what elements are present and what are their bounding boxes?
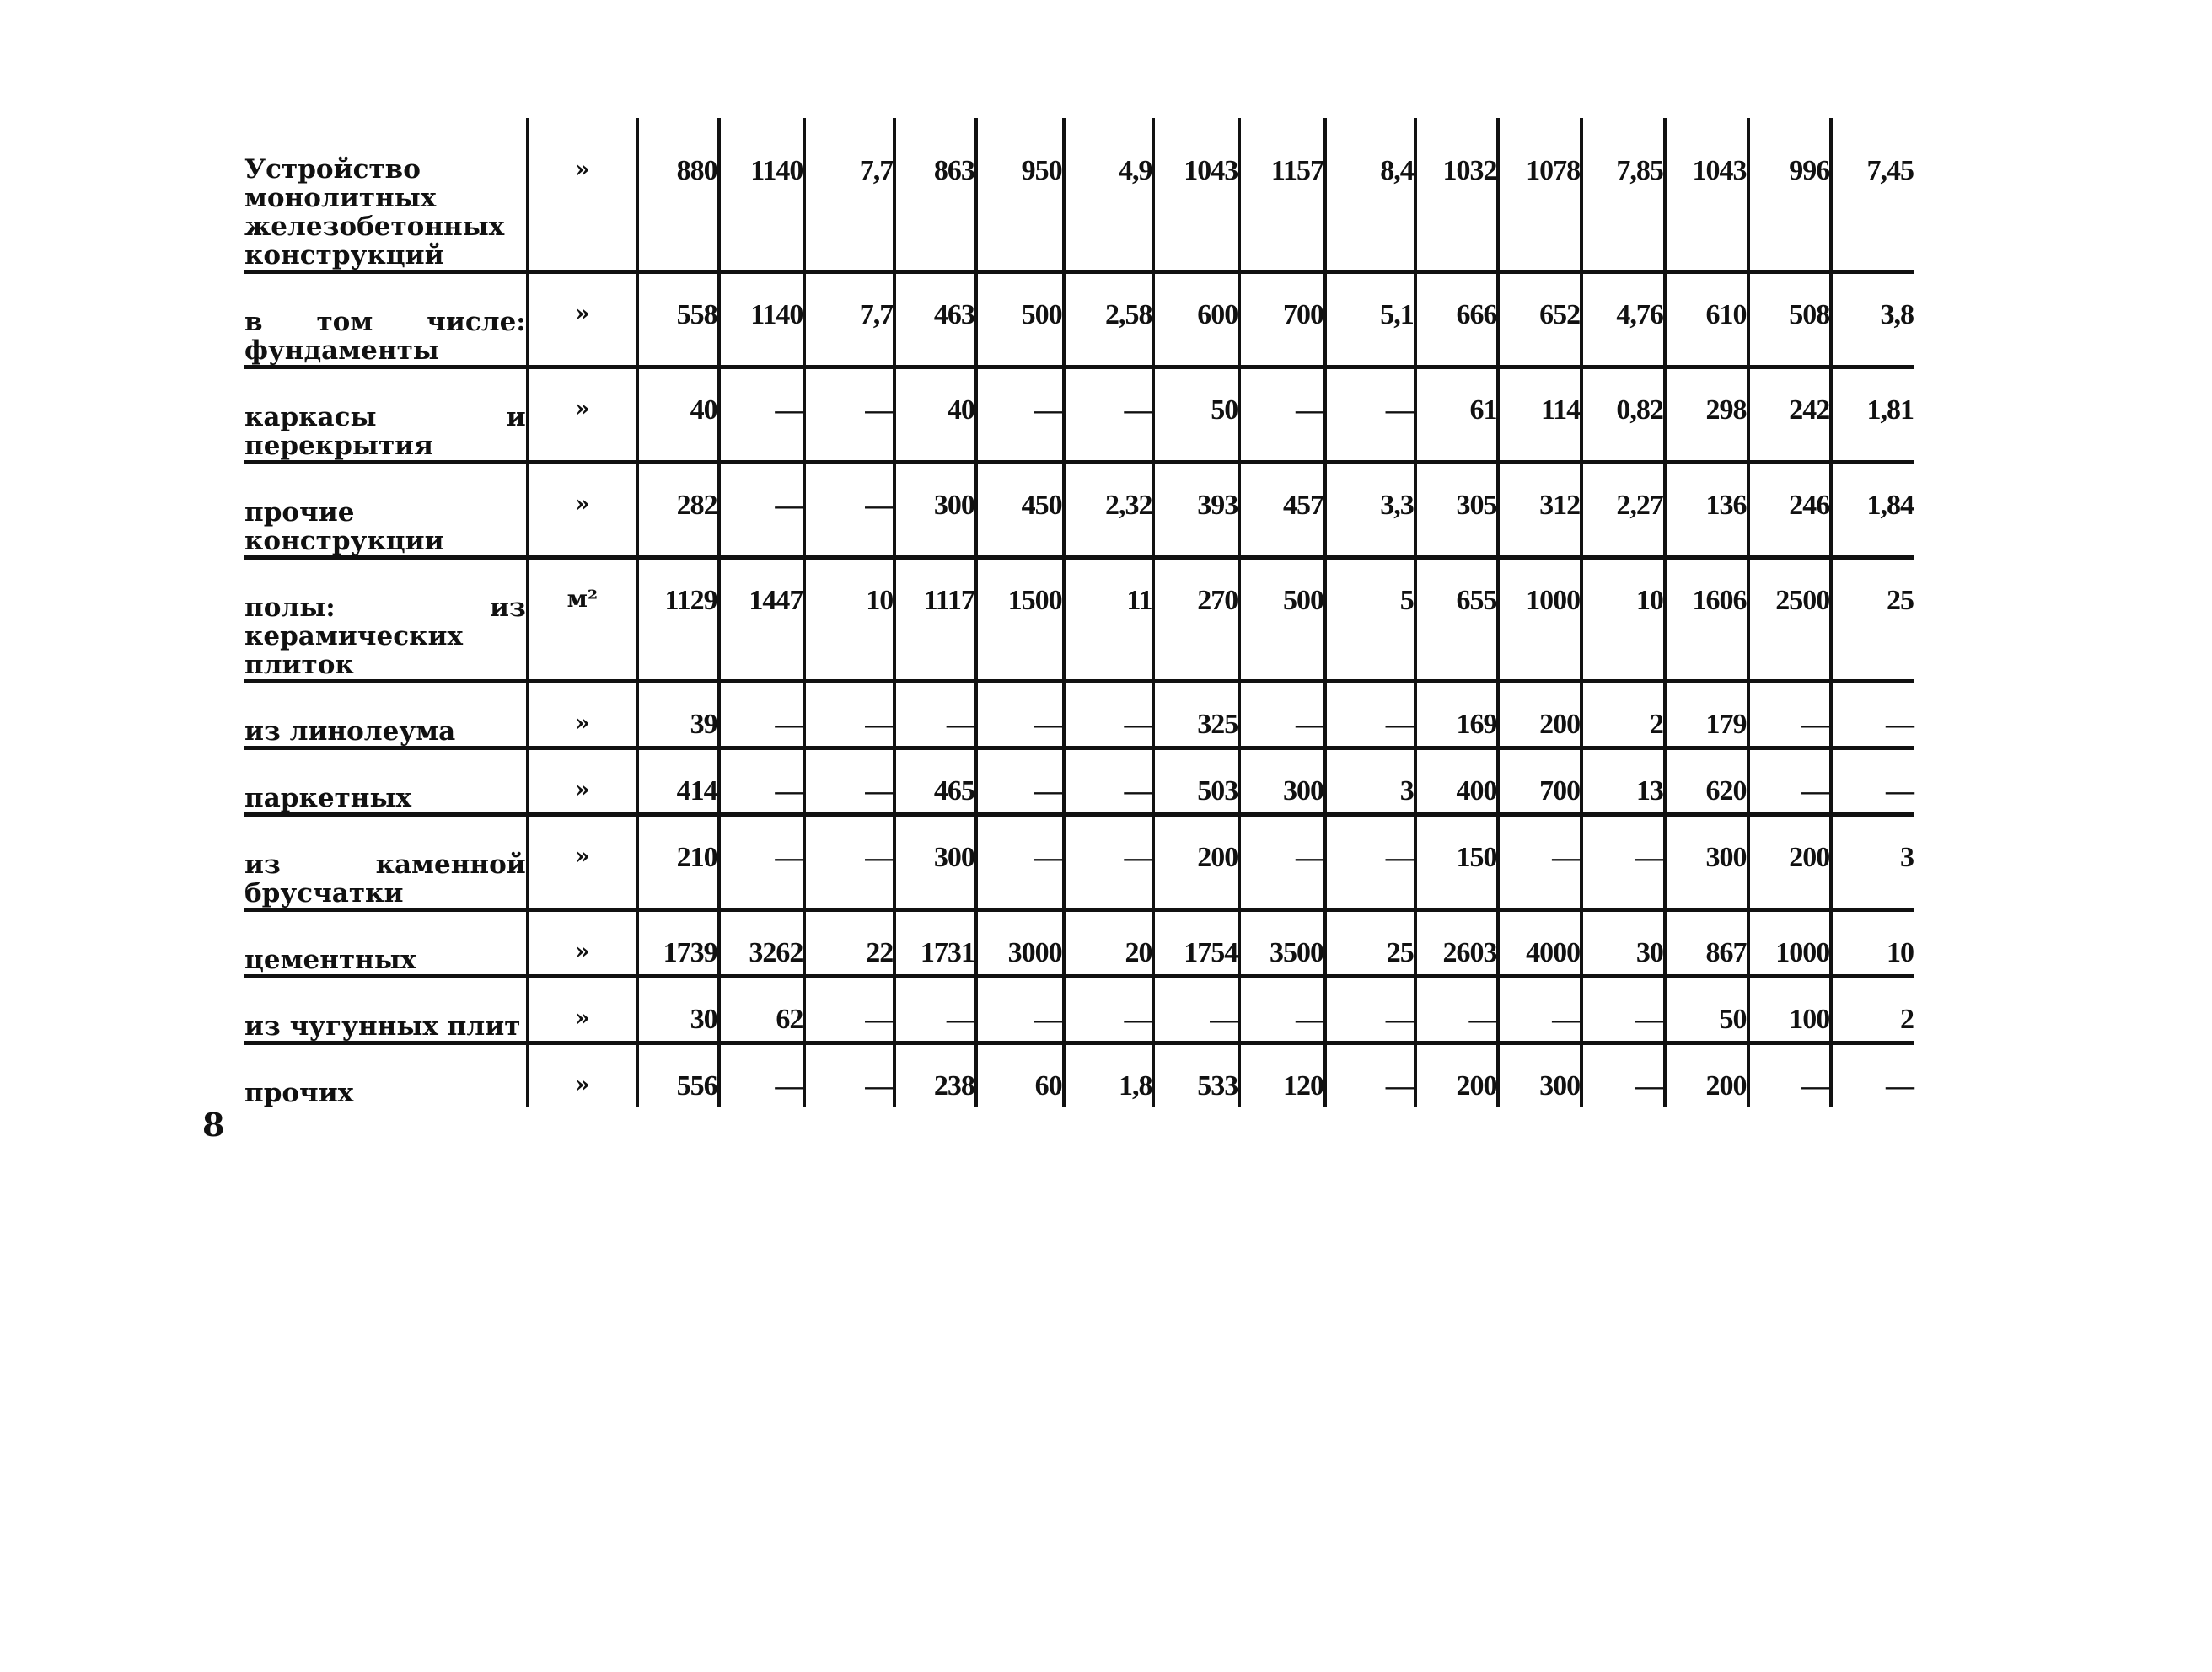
value-cell: 1447 (719, 558, 805, 682)
value-cell: 312 (1498, 463, 1581, 558)
value-cell: 5 (1325, 558, 1415, 682)
unit-cell: » (528, 748, 637, 815)
value-cell: 863 (894, 118, 976, 272)
value-cell: 4,9 (1064, 118, 1154, 272)
value-cell: 610 (1665, 272, 1748, 367)
value-cell: 8,4 (1325, 118, 1415, 272)
value-cell: — (1581, 977, 1665, 1043)
value-cell: — (804, 748, 894, 815)
value-cell: 200 (1748, 815, 1832, 910)
value-cell: — (1153, 977, 1239, 1043)
value-cell: 1032 (1415, 118, 1499, 272)
value-cell: 652 (1498, 272, 1581, 367)
value-cell: 558 (637, 272, 719, 367)
value-cell: 393 (1153, 463, 1239, 558)
row-label: из чугунных плит (244, 977, 528, 1043)
value-cell: 11 (1064, 558, 1154, 682)
row-label: Устройство монолитных железобетонных конструкций (244, 118, 528, 272)
value-cell: 1000 (1748, 910, 1832, 977)
value-cell: 1739 (637, 910, 719, 977)
value-cell: — (804, 682, 894, 748)
row-label: прочих (244, 1043, 528, 1108)
value-cell: 1043 (1665, 118, 1748, 272)
value-cell: — (804, 1043, 894, 1108)
value-cell: 61 (1415, 367, 1499, 463)
value-cell: — (1581, 815, 1665, 910)
value-cell: 700 (1239, 272, 1325, 367)
unit-cell: м² (528, 558, 637, 682)
value-cell: — (1415, 977, 1499, 1043)
row-label: паркетных (244, 748, 528, 815)
value-cell: 305 (1415, 463, 1499, 558)
value-cell: — (1498, 977, 1581, 1043)
row-label: полы: из керамических плиток (244, 558, 528, 682)
value-cell: 40 (894, 367, 976, 463)
value-cell: 40 (637, 367, 719, 463)
value-cell: 1,84 (1831, 463, 1914, 558)
value-cell: — (976, 682, 1064, 748)
value-cell: — (976, 815, 1064, 910)
value-cell: 114 (1498, 367, 1581, 463)
value-cell: 1140 (719, 272, 805, 367)
value-cell: 500 (1239, 558, 1325, 682)
table-row (244, 272, 1914, 367)
value-cell: — (1239, 682, 1325, 748)
value-cell: 100 (1748, 977, 1832, 1043)
value-cell: 996 (1748, 118, 1832, 272)
value-cell: — (1498, 815, 1581, 910)
value-cell: 282 (637, 463, 719, 558)
value-cell: — (1064, 977, 1154, 1043)
value-cell: — (719, 463, 805, 558)
value-cell: 300 (1239, 748, 1325, 815)
row-label: каркасы и перекрытия (244, 367, 528, 463)
value-cell: 242 (1748, 367, 1832, 463)
value-cell: 3 (1831, 815, 1914, 910)
table-row (244, 977, 1914, 1043)
value-cell: 10 (1831, 910, 1914, 977)
value-cell: 200 (1498, 682, 1581, 748)
row-label: цементных (244, 910, 528, 977)
value-cell: 2,27 (1581, 463, 1665, 558)
table-row (244, 1043, 1914, 1108)
table-row (244, 367, 1914, 463)
value-cell: — (1748, 682, 1832, 748)
page-number: 8 (202, 1106, 225, 1144)
value-cell: 508 (1748, 272, 1832, 367)
table-row (244, 118, 1914, 272)
row-label: из линолеума (244, 682, 528, 748)
value-cell: 300 (894, 815, 976, 910)
value-cell: 25 (1325, 910, 1415, 977)
value-cell: 300 (1665, 815, 1748, 910)
value-cell: — (1064, 682, 1154, 748)
table-row (244, 815, 1914, 910)
value-cell: 620 (1665, 748, 1748, 815)
value-cell: 20 (1064, 910, 1154, 977)
value-cell: 7,7 (804, 118, 894, 272)
value-cell: 0,82 (1581, 367, 1665, 463)
value-cell: 2,32 (1064, 463, 1154, 558)
data-table (244, 118, 1914, 1107)
value-cell: 13 (1581, 748, 1665, 815)
value-cell: 39 (637, 682, 719, 748)
value-cell: 238 (894, 1043, 976, 1108)
value-cell: — (894, 977, 976, 1043)
value-cell: — (1748, 748, 1832, 815)
value-cell: 655 (1415, 558, 1499, 682)
value-cell: 300 (894, 463, 976, 558)
value-cell: 2603 (1415, 910, 1499, 977)
value-cell: 3 (1325, 748, 1415, 815)
value-cell: — (1239, 977, 1325, 1043)
value-cell: 10 (1581, 558, 1665, 682)
row-label: в том числе: фундаменты (244, 272, 528, 367)
value-cell: 325 (1153, 682, 1239, 748)
value-cell: — (1239, 367, 1325, 463)
value-cell: 30 (637, 977, 719, 1043)
value-cell: 1754 (1153, 910, 1239, 977)
value-cell: — (719, 748, 805, 815)
value-cell: — (976, 977, 1064, 1043)
value-cell: — (719, 682, 805, 748)
value-cell: 465 (894, 748, 976, 815)
value-cell: 400 (1415, 748, 1499, 815)
value-cell: 7,45 (1831, 118, 1914, 272)
value-cell: — (1886, 1070, 1914, 1101)
value-cell: 500 (976, 272, 1064, 367)
value-cell: 3,3 (1325, 463, 1415, 558)
value-cell: 7,7 (804, 272, 894, 367)
value-cell: — (1325, 682, 1415, 748)
value-cell: 60 (976, 1043, 1064, 1108)
unit-cell: » (528, 463, 637, 558)
value-cell: 10 (804, 558, 894, 682)
value-cell: 867 (1665, 910, 1748, 977)
table-body (244, 118, 1914, 1107)
value-cell: 533 (1153, 1043, 1239, 1108)
value-cell: 210 (637, 815, 719, 910)
value-cell: 300 (1498, 1043, 1581, 1108)
value-cell: 1140 (719, 118, 805, 272)
value-cell: 2 (1831, 977, 1914, 1043)
table-row (244, 682, 1914, 748)
unit-cell: » (528, 682, 637, 748)
value-cell: 1731 (894, 910, 976, 977)
unit-cell: » (528, 272, 637, 367)
value-cell: — (804, 367, 894, 463)
value-cell: 3262 (719, 910, 805, 977)
value-cell: — (804, 463, 894, 558)
value-cell: 700 (1498, 748, 1581, 815)
value-cell: 120 (1239, 1043, 1325, 1108)
value-cell: 3,8 (1831, 272, 1914, 367)
table-row (244, 910, 1914, 977)
value-cell: 463 (894, 272, 976, 367)
value-cell: 1000 (1498, 558, 1581, 682)
value-cell: — (1064, 748, 1154, 815)
value-cell: 2 (1581, 682, 1665, 748)
value-cell: 1,8 (1064, 1043, 1154, 1108)
value-cell: — (1064, 815, 1154, 910)
value-cell: 3000 (976, 910, 1064, 977)
value-cell: — (1325, 367, 1415, 463)
value-cell: 4,76 (1581, 272, 1665, 367)
value-cell: — (804, 977, 894, 1043)
value-cell: 950 (976, 118, 1064, 272)
value-cell: 179 (1665, 682, 1748, 748)
value-cell: — (1064, 367, 1154, 463)
value-cell: 414 (637, 748, 719, 815)
value-cell: 200 (1665, 1043, 1748, 1108)
value-cell: 25 (1831, 558, 1914, 682)
value-cell: — (804, 815, 894, 910)
value-cell: 666 (1415, 272, 1499, 367)
value-cell: 503 (1153, 748, 1239, 815)
value-cell: 2500 (1748, 558, 1832, 682)
value-cell: 1129 (637, 558, 719, 682)
row-label: прочие конструкции (244, 463, 528, 558)
value-cell: 556 (637, 1043, 719, 1108)
value-cell: — (719, 367, 805, 463)
value-cell: 136 (1665, 463, 1748, 558)
value-cell: — (1581, 1043, 1665, 1108)
value-cell: 1043 (1153, 118, 1239, 272)
unit-cell: » (528, 977, 637, 1043)
value-cell: — (1831, 748, 1914, 815)
value-cell: 4000 (1498, 910, 1581, 977)
value-cell: — (1325, 815, 1415, 910)
value-cell: 2,58 (1064, 272, 1154, 367)
value-cell: 298 (1665, 367, 1748, 463)
value-cell: 1157 (1239, 118, 1325, 272)
value-cell: — (719, 815, 805, 910)
value-cell: 270 (1153, 558, 1239, 682)
value-cell: 1606 (1665, 558, 1748, 682)
unit-cell: » (528, 910, 637, 977)
unit-cell: » (528, 1043, 637, 1108)
value-cell: 62 (719, 977, 805, 1043)
value-cell: 5,1 (1325, 272, 1415, 367)
value-cell: 880 (637, 118, 719, 272)
value-cell: — (1325, 977, 1415, 1043)
value-cell: 457 (1239, 463, 1325, 558)
value-cell: 30 (1581, 910, 1665, 977)
value-cell: — (1325, 1043, 1415, 1108)
value-cell: — (1239, 815, 1325, 910)
value-cell: — (1748, 1043, 1832, 1108)
value-cell: 1500 (976, 558, 1064, 682)
value-cell: 3500 (1239, 910, 1325, 977)
value-cell: 1,81 (1831, 367, 1914, 463)
value-cell: 22 (804, 910, 894, 977)
value-cell: 600 (1153, 272, 1239, 367)
value-cell: 246 (1748, 463, 1832, 558)
table-row (244, 463, 1914, 558)
value-cell: — (976, 748, 1064, 815)
value-cell: 450 (976, 463, 1064, 558)
unit-cell: » (528, 118, 637, 272)
value-cell: 200 (1153, 815, 1239, 910)
value-cell: — (719, 1043, 805, 1108)
unit-cell: » (528, 367, 637, 463)
value-cell: 1117 (894, 558, 976, 682)
value-cell: — (1831, 682, 1914, 748)
unit-cell: » (528, 815, 637, 910)
value-cell: — (976, 367, 1064, 463)
value-cell: 7,85 (1581, 118, 1665, 272)
row-label: из каменной брусчатки (244, 815, 528, 910)
value-cell: — (894, 682, 976, 748)
value-cell: 169 (1415, 682, 1499, 748)
table-row (244, 558, 1914, 682)
value-cell: 50 (1153, 367, 1239, 463)
value-cell: 150 (1415, 815, 1499, 910)
table-row (244, 748, 1914, 815)
value-cell: 50 (1665, 977, 1748, 1043)
value-cell: 200 (1415, 1043, 1499, 1108)
value-cell: 1078 (1498, 118, 1581, 272)
